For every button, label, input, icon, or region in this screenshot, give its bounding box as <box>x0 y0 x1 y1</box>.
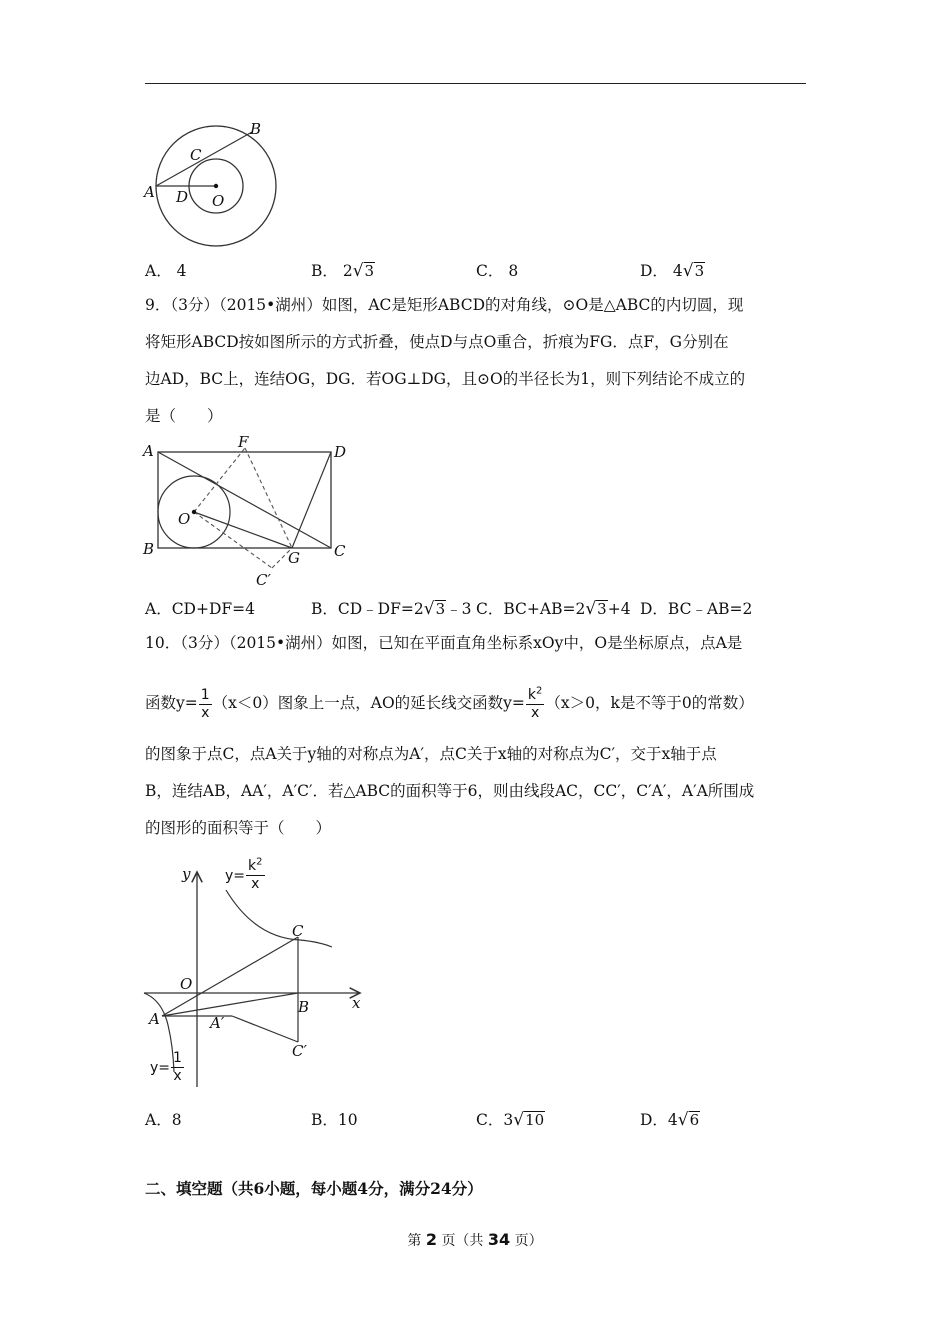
q9-line-1: 9．（3分）（2015•湖州）如图，AC是矩形ABCD的对角线，⊙O是△ABC的内切圆，现 <box>145 296 744 314</box>
label-b: B <box>143 540 155 558</box>
page-footer: 第 2 页（共 34 页） <box>407 1230 543 1249</box>
q8-option-c: C． 8 <box>476 262 519 280</box>
q9-line-3: 边AD，BC上，连结OG，DG．若OG⊥DG，且⊙O的半径长为1，则下列结论不成立的 <box>145 370 746 388</box>
segment-og <box>194 512 292 548</box>
q10-line-3: 的图象于点C，点A关于y轴的对称点为A′，点C关于x轴的对称点为C′，交于x轴于点 <box>145 745 717 763</box>
q9-line-4: 是（ ） <box>145 407 223 425</box>
label-c: C <box>190 146 202 164</box>
segment-gd <box>292 452 331 548</box>
label-a: A <box>149 1010 160 1028</box>
label-o: O <box>178 510 191 528</box>
label-a-prime: A′ <box>210 1014 225 1032</box>
label-b: B <box>250 120 262 138</box>
label-x-axis: x <box>352 994 361 1012</box>
q9-option-a: A．CD+DF=4 <box>145 600 255 618</box>
label-c-prime: C′ <box>256 571 271 589</box>
diagonal-ac <box>158 452 331 548</box>
chord-ab <box>156 132 252 186</box>
q10-curve-label-k2: y= $\frac{k^2}{x}$ <box>225 856 263 892</box>
label-b: B <box>298 998 310 1016</box>
q9-option-b: B．CD﹣DF=2√3﹣3 <box>311 599 472 619</box>
curve-k2-over-x <box>226 890 332 947</box>
label-o: O <box>180 975 193 993</box>
center-dot <box>192 510 196 514</box>
q10-line-1: 10．（3分）（2015•湖州）如图，已知在平面直角坐标系xOy中，O是坐标原点，点A是 <box>145 634 743 652</box>
header-rule <box>145 83 806 84</box>
fold-of <box>194 448 245 512</box>
q10-curve-label-1x: y= $\frac{1}{x}$ <box>150 1050 182 1084</box>
q10-line-4: B，连结AB，AA′，A′C′．若△ABC的面积等于6，则由线段AC，CC′，C′A′，A′A所围成 <box>145 782 755 800</box>
q10-option-a: A．8 <box>145 1111 182 1129</box>
label-c: C <box>292 922 304 940</box>
label-d: D <box>334 443 347 461</box>
q9-line-2: 将矩形ABCD按如图所示的方式折叠，使点D与点O重合，折痕为FG．点F，G分别在 <box>145 333 729 351</box>
fraction-1-over-x: $\frac{1}{x}$ <box>200 686 210 721</box>
center-dot <box>214 184 218 188</box>
label-d: D <box>176 188 189 206</box>
total-pages: 34 <box>487 1230 511 1249</box>
q8-option-d: D． 4√3 <box>640 261 705 281</box>
q8-option-a: A． 4 <box>145 262 187 280</box>
fraction-k2-over-x: $\frac{k^2}{x}$ <box>527 684 543 721</box>
page-number: 2 <box>425 1230 437 1249</box>
q9-option-c: C．BC+AB=2√3+4 <box>476 599 631 619</box>
q8-option-b: B． 2√3 <box>311 261 375 281</box>
q8-circle-figure <box>140 118 290 248</box>
label-o: O <box>212 192 225 210</box>
q10-line-5: 的图形的面积等于（ ） <box>145 819 332 837</box>
q10-option-d: D．4√6 <box>640 1110 700 1130</box>
label-c-prime: C′ <box>292 1042 307 1060</box>
fold-oc-prime <box>194 512 272 568</box>
q9-option-d: D．BC﹣AB=2 <box>640 600 753 618</box>
segment-a-prime-c-prime <box>232 1016 298 1042</box>
q10-line-2: 函数y= $\frac{1}{x}$ （x＜0）图象上一点，AO的延长线交函数y= $\frac{k^2}{x}$ （x＞0，k是不等于0的常数） <box>145 684 754 721</box>
q9-rectangle-figure <box>140 434 360 592</box>
label-a: A <box>144 183 155 201</box>
label-c: C <box>334 542 346 560</box>
section-heading: 二、填空题（共6小题，每小题4分，满分24分） <box>145 1179 483 1198</box>
label-g: G <box>288 549 300 567</box>
q10-option-b: B．10 <box>311 1111 358 1129</box>
label-a: A <box>143 442 154 460</box>
q10-option-c: C．3√10 <box>476 1110 545 1130</box>
label-f: F <box>238 434 249 451</box>
label-y-axis: y <box>182 865 191 883</box>
